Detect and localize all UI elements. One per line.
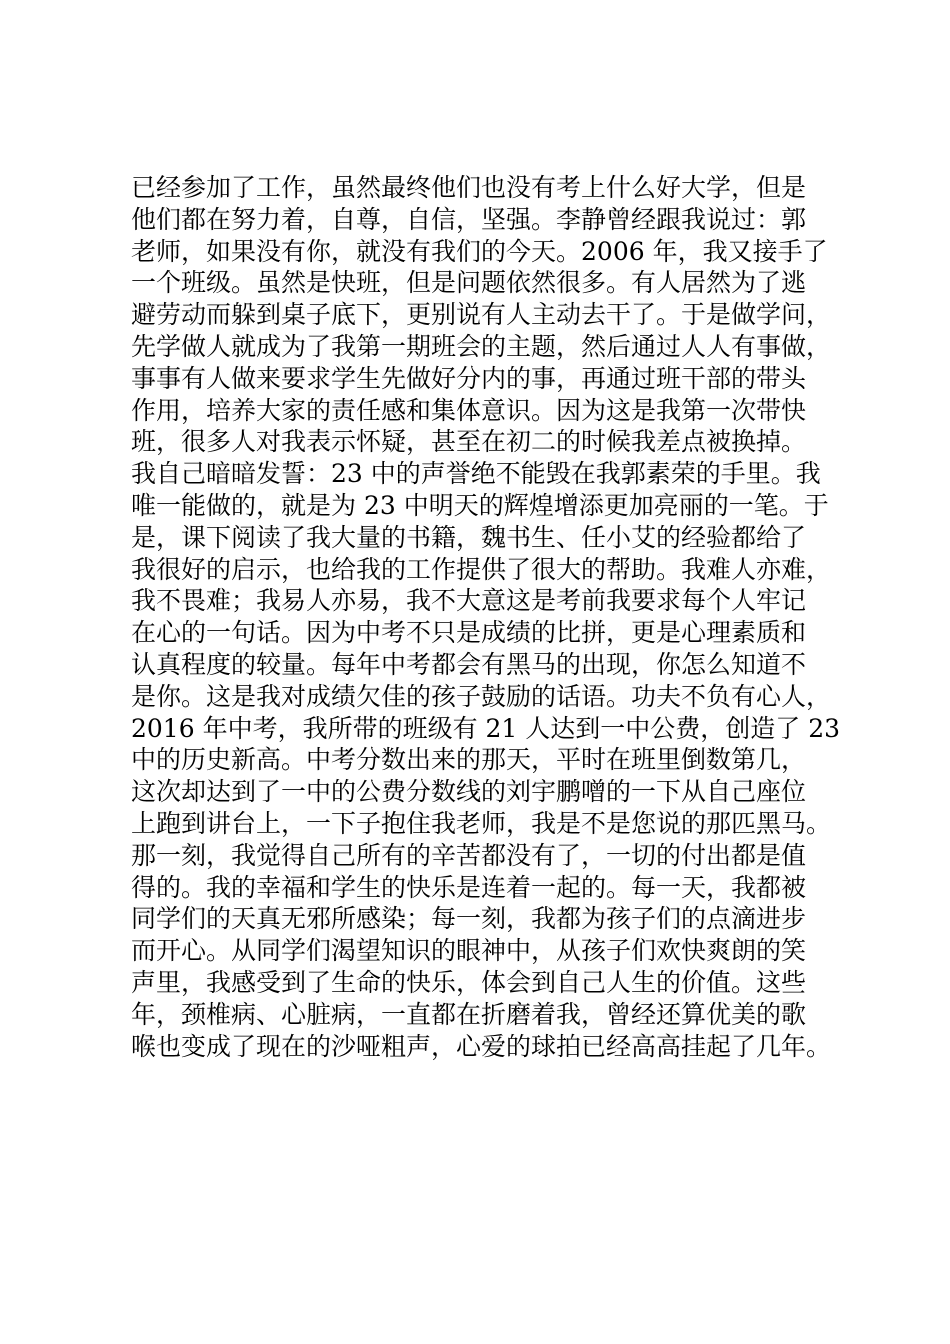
text-line: 2016 年中考，我所带的班级有 21 人达到一中公费，创造了 23: [131, 713, 841, 743]
text-line: 中的历史新高。中考分数出来的那天，平时在班里倒数第几，: [131, 745, 807, 775]
text-line: 我不畏难；我易人亦易，我不大意这是考前我要求每个人牢记: [131, 586, 807, 616]
text-line: 唯一能做的，就是为 23 中明天的辉煌增添更加亮丽的一笔。于: [131, 490, 829, 520]
text-line: 而开心。从同学们渴望知识的眼神中，从孩子们欢快爽朗的笑: [131, 936, 807, 966]
text-line: 声里，我感受到了生命的快乐，体会到自己人生的价值。这些: [131, 967, 807, 997]
text-line: 认真程度的较量。每年中考都会有黑马的出现，你怎么知道不: [131, 649, 807, 679]
text-line: 避劳动而躲到桌子底下，更别说有人主动去干了。于是做学问，: [131, 300, 832, 330]
text-line: 是你。这是我对成绩欠佳的孩子鼓励的话语。功夫不负有心人，: [131, 681, 832, 711]
text-line: 我很好的启示，也给我的工作提供了很大的帮助。我难人亦难，: [131, 554, 832, 584]
text-line: 我自己暗暗发誓：23 中的声誉绝不能毁在我郭素荣的手里。我: [131, 459, 821, 489]
text-line: 已经参加了工作，虽然最终他们也没有考上什么好大学，但是: [131, 173, 807, 202]
body-text: [131, 172, 861, 1062]
text-line: 在心的一句话。因为中考不只是成绩的比拼，更是心理素质和: [131, 618, 807, 648]
text-line: 事事有人做来要求学生先做好分内的事，再通过班干部的带头: [131, 363, 807, 393]
text-line: 他们都在努力着，自尊，自信，坚强。李静曾经跟我说过：郭: [131, 204, 807, 234]
text-line: 是，课下阅读了我大量的书籍，魏书生、任小艾的经验都给了: [131, 522, 807, 552]
text-line: 上跑到讲台上，一下子抱住我老师，我是不是您说的那匹黑马。: [131, 808, 832, 838]
text-line: 老师，如果没有你，就没有我们的今天。2006 年，我又接手了: [131, 236, 828, 266]
text-line: 先学做人就成为了我第一期班会的主题，然后通过人人有事做，: [131, 331, 832, 361]
text-line: 年，颈椎病、心脏病，一直都在折磨着我，曾经还算优美的歌: [131, 999, 807, 1029]
text-line: 作用，培养大家的责任感和集体意识。因为这是我第一次带快: [131, 395, 807, 425]
text-line: 得的。我的幸福和学生的快乐是连着一起的。每一天，我都被: [131, 872, 807, 902]
text-line: 一个班级。虽然是快班，但是问题依然很多。有人居然为了逃: [131, 268, 807, 298]
text-line: 班，很多人对我表示怀疑，甚至在初二的时候我差点被换掉。: [131, 427, 807, 457]
text-line: 同学们的天真无邪所感染；每一刻，我都为孩子们的点滴进步: [131, 904, 807, 934]
text-line: 那一刻，我觉得自己所有的辛苦都没有了，一切的付出都是值: [131, 840, 807, 870]
text-line: 喉也变成了现在的沙哑粗声，心爱的球拍已经高高挂起了几年。: [131, 1031, 832, 1061]
text-line: 这次却达到了一中的公费分数线的刘宇鹏噌的一下从自己座位: [131, 777, 807, 807]
